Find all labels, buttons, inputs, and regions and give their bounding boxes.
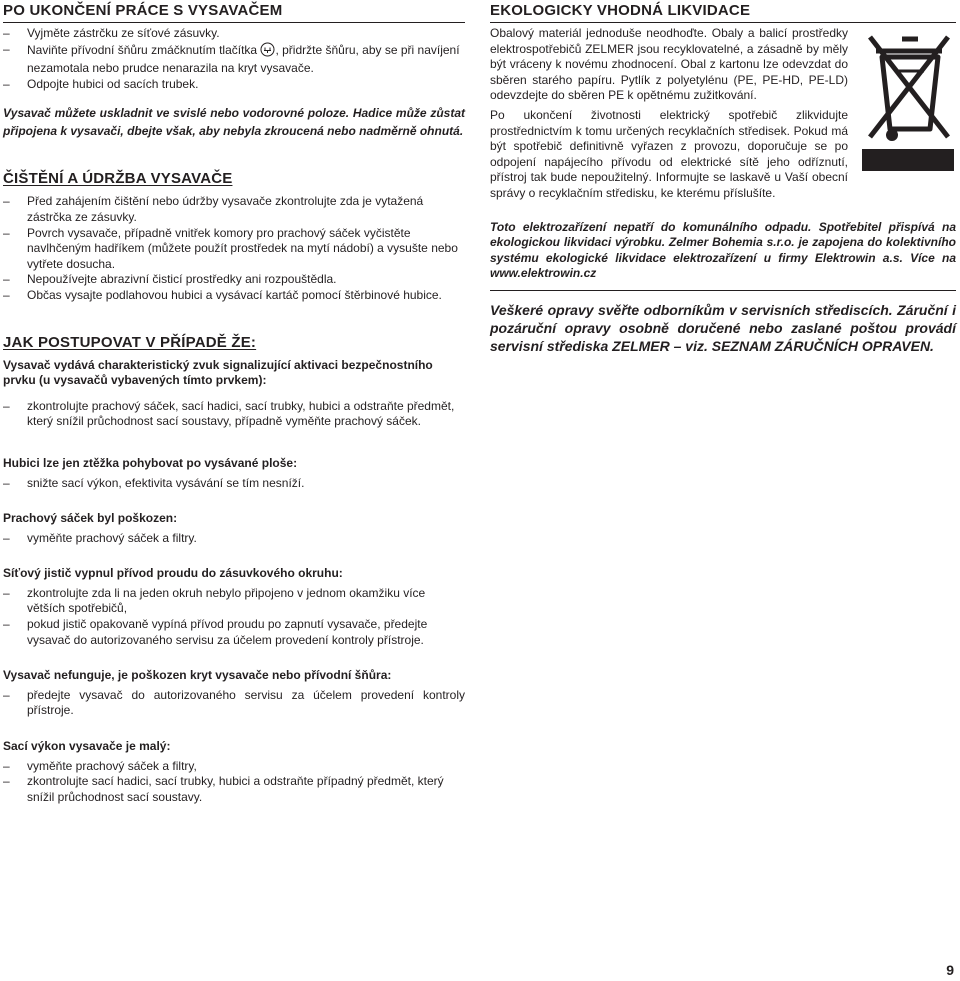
page-number: 9	[946, 962, 954, 978]
case-list	[3, 688, 465, 719]
troubleshoot-heading: JAK POSTUPOVAT V PŘÍPADĚ ŽE:	[3, 333, 257, 351]
list-item: – zkontrolujte prachový sáček, sací hadici, sací trubky, hubici a odstraňte předmět, který snížil průchodnost sací soustavy, případně vyměňte prachový sáček.	[3, 399, 465, 430]
list-item: – vyměňte prachový sáček a filtry,	[3, 759, 465, 775]
case-title: Hubici lze jen ztěžka pohybovat po vysávané ploše:	[3, 455, 298, 470]
right-column	[490, 2, 956, 355]
cleaning-heading: ČIŠTĚNÍ A ÚDRŽBA VYSAVAČE	[3, 170, 233, 188]
list-item: – pokud jistič opakovaně vypíná přívod proudu po zapnutí vysavače, předejte vysavač do autorizovaného servisu za účelem provedení kontroly přístroje.	[3, 617, 465, 648]
divider	[490, 290, 956, 291]
case-title: Vysavač nefunguje, je poškozen kryt vysavače nebo přívodní šňůra:	[3, 668, 392, 683]
case-list	[3, 586, 465, 648]
weee-notice: Toto elektrozařízení nepatří do komunálního odpadu. Spotřebitel přispívá na ekologickou likvidaci výrobku. Zelmer Bohemia s.r.o. je zapojena do kolektivního systému ekologické likvidace elektrozařízení u firmy Elektrowin a.s. Více na www.elektrowin.cz	[490, 219, 956, 281]
list-item: – Odpojte hubici od sacích trubek.	[3, 77, 465, 93]
list-item: – Povrch vysavače, případně vnitřek komory pro prachový sáček vyčistěte navlhčeným hadříkem (můžete použít prostředek na mytí nádobí) a vysušte nebo vytřete dosucha.	[3, 226, 465, 273]
list-item: – Občas vysajte podlahovou hubici a vysávací kartáč pomocí štěrbinové hubice.	[3, 288, 465, 304]
crossed-out-wheelie-bin-icon	[862, 31, 954, 171]
list-item: – snižte sací výkon, efektivita vysávání se tím nesníží.	[3, 476, 465, 492]
case-list	[3, 476, 465, 492]
case-list	[3, 531, 465, 547]
case-title: Sací výkon vysavače je malý:	[3, 739, 171, 754]
disposal-heading: EKOLOGICKY VHODNÁ LIKVIDACE	[490, 2, 956, 23]
cord-rewind-button-icon	[260, 42, 275, 62]
list-item: – Nepoužívejte abrazivní čisticí prostředky ani rozpouštědla.	[3, 272, 465, 288]
list-item	[3, 42, 465, 77]
troubleshoot-intro-list	[3, 399, 465, 430]
list-item-text: Naviňte přívodní šňůru zmáčknutím tlačítka	[27, 42, 258, 57]
list-item: – Před zahájením čištění nebo údržby vysavače zkontrolujte zda je vytažená zástrčka ze zásuvky.	[3, 194, 465, 225]
service-notice: Veškeré opravy svěřte odborníkům v servisních střediscích. Záruční i pozáruční opravy osobně doručené nebo zaslané poštou provádí servisní střediska ZELMER – viz. SEZNAM ZÁRUČNÍCH OPRAVEN.	[490, 301, 956, 354]
cleaning-list	[3, 194, 465, 303]
list-item: – předejte vysavač do autorizovaného servisu za účelem provedení kontroly přístroje.	[3, 688, 465, 719]
storage-note: Vysavač můžete uskladnit ve svislé nebo vodorovné poloze. Hadice může zůstat připojena k vysavači, dbejte však, aby nebyla zkroucená nebo nadměrně ohnutá.	[3, 106, 465, 139]
packaging-paragraph: Obalový materiál jednoduše neodhoďte. Obaly a balicí prostředky elektrospotřebičů ZELMER jsou recyklovatelné, a zásadně by měly být vráceny k novému zhodnocení. Obal z kartonu lze odevzdat do sběren starého papíru. Pytlík z polyetylénu (PE, PE-HD, PE-LD) odevzdejte do sběren PE k opětnému zužitkování.	[490, 26, 848, 103]
list-item: – zkontrolujte zda li na jeden okruh nebylo připojeno v jednom okamžiku více větších spotřebičů,	[3, 586, 465, 617]
end-work-heading: PO UKONČENÍ PRÁCE S VYSAVAČEM	[3, 2, 465, 23]
case-title: Síťový jistič vypnul přívod proudu do zásuvkového okruhu:	[3, 566, 343, 581]
end-of-life-paragraph: Po ukončení životnosti elektrický spotřebič zlikvidujte prostřednictvím k tomu určených recyklačních středisek. Pokud má být spotřebič definitivně vyřazen z provozu, doporučuje se po odpojení napájecího přívodu od elektrické sítě jeho odříznutí, přístroj tak bude nepoužitelný. Informujte se laskavě u Vaší obecní správy o recyklačním středisku, ke kterému příslušíte.	[490, 107, 848, 200]
end-work-list	[3, 26, 465, 92]
list-item: – vyměňte prachový sáček a filtry.	[3, 531, 465, 547]
case-title: Prachový sáček byl poškozen:	[3, 511, 178, 526]
case-list	[3, 759, 465, 806]
list-item: – Vyjměte zástrčku ze síťové zásuvky.	[3, 26, 465, 42]
left-column	[3, 2, 465, 805]
list-item: – zkontrolujte sací hadici, sací trubky, hubici a odstraňte případný předmět, který snížil průchodnost sací soustavy.	[3, 774, 465, 805]
list-item-text: , přidržte šňůru, aby se při navíjení nezamotala nebo prudce nenarazila na kryt vysavače.	[27, 42, 460, 76]
troubleshoot-intro: Vysavač vydává charakteristický zvuk signalizující aktivaci bezpečnostního prvku (u vysavačů vybavených tímto prvkem):	[3, 357, 433, 388]
